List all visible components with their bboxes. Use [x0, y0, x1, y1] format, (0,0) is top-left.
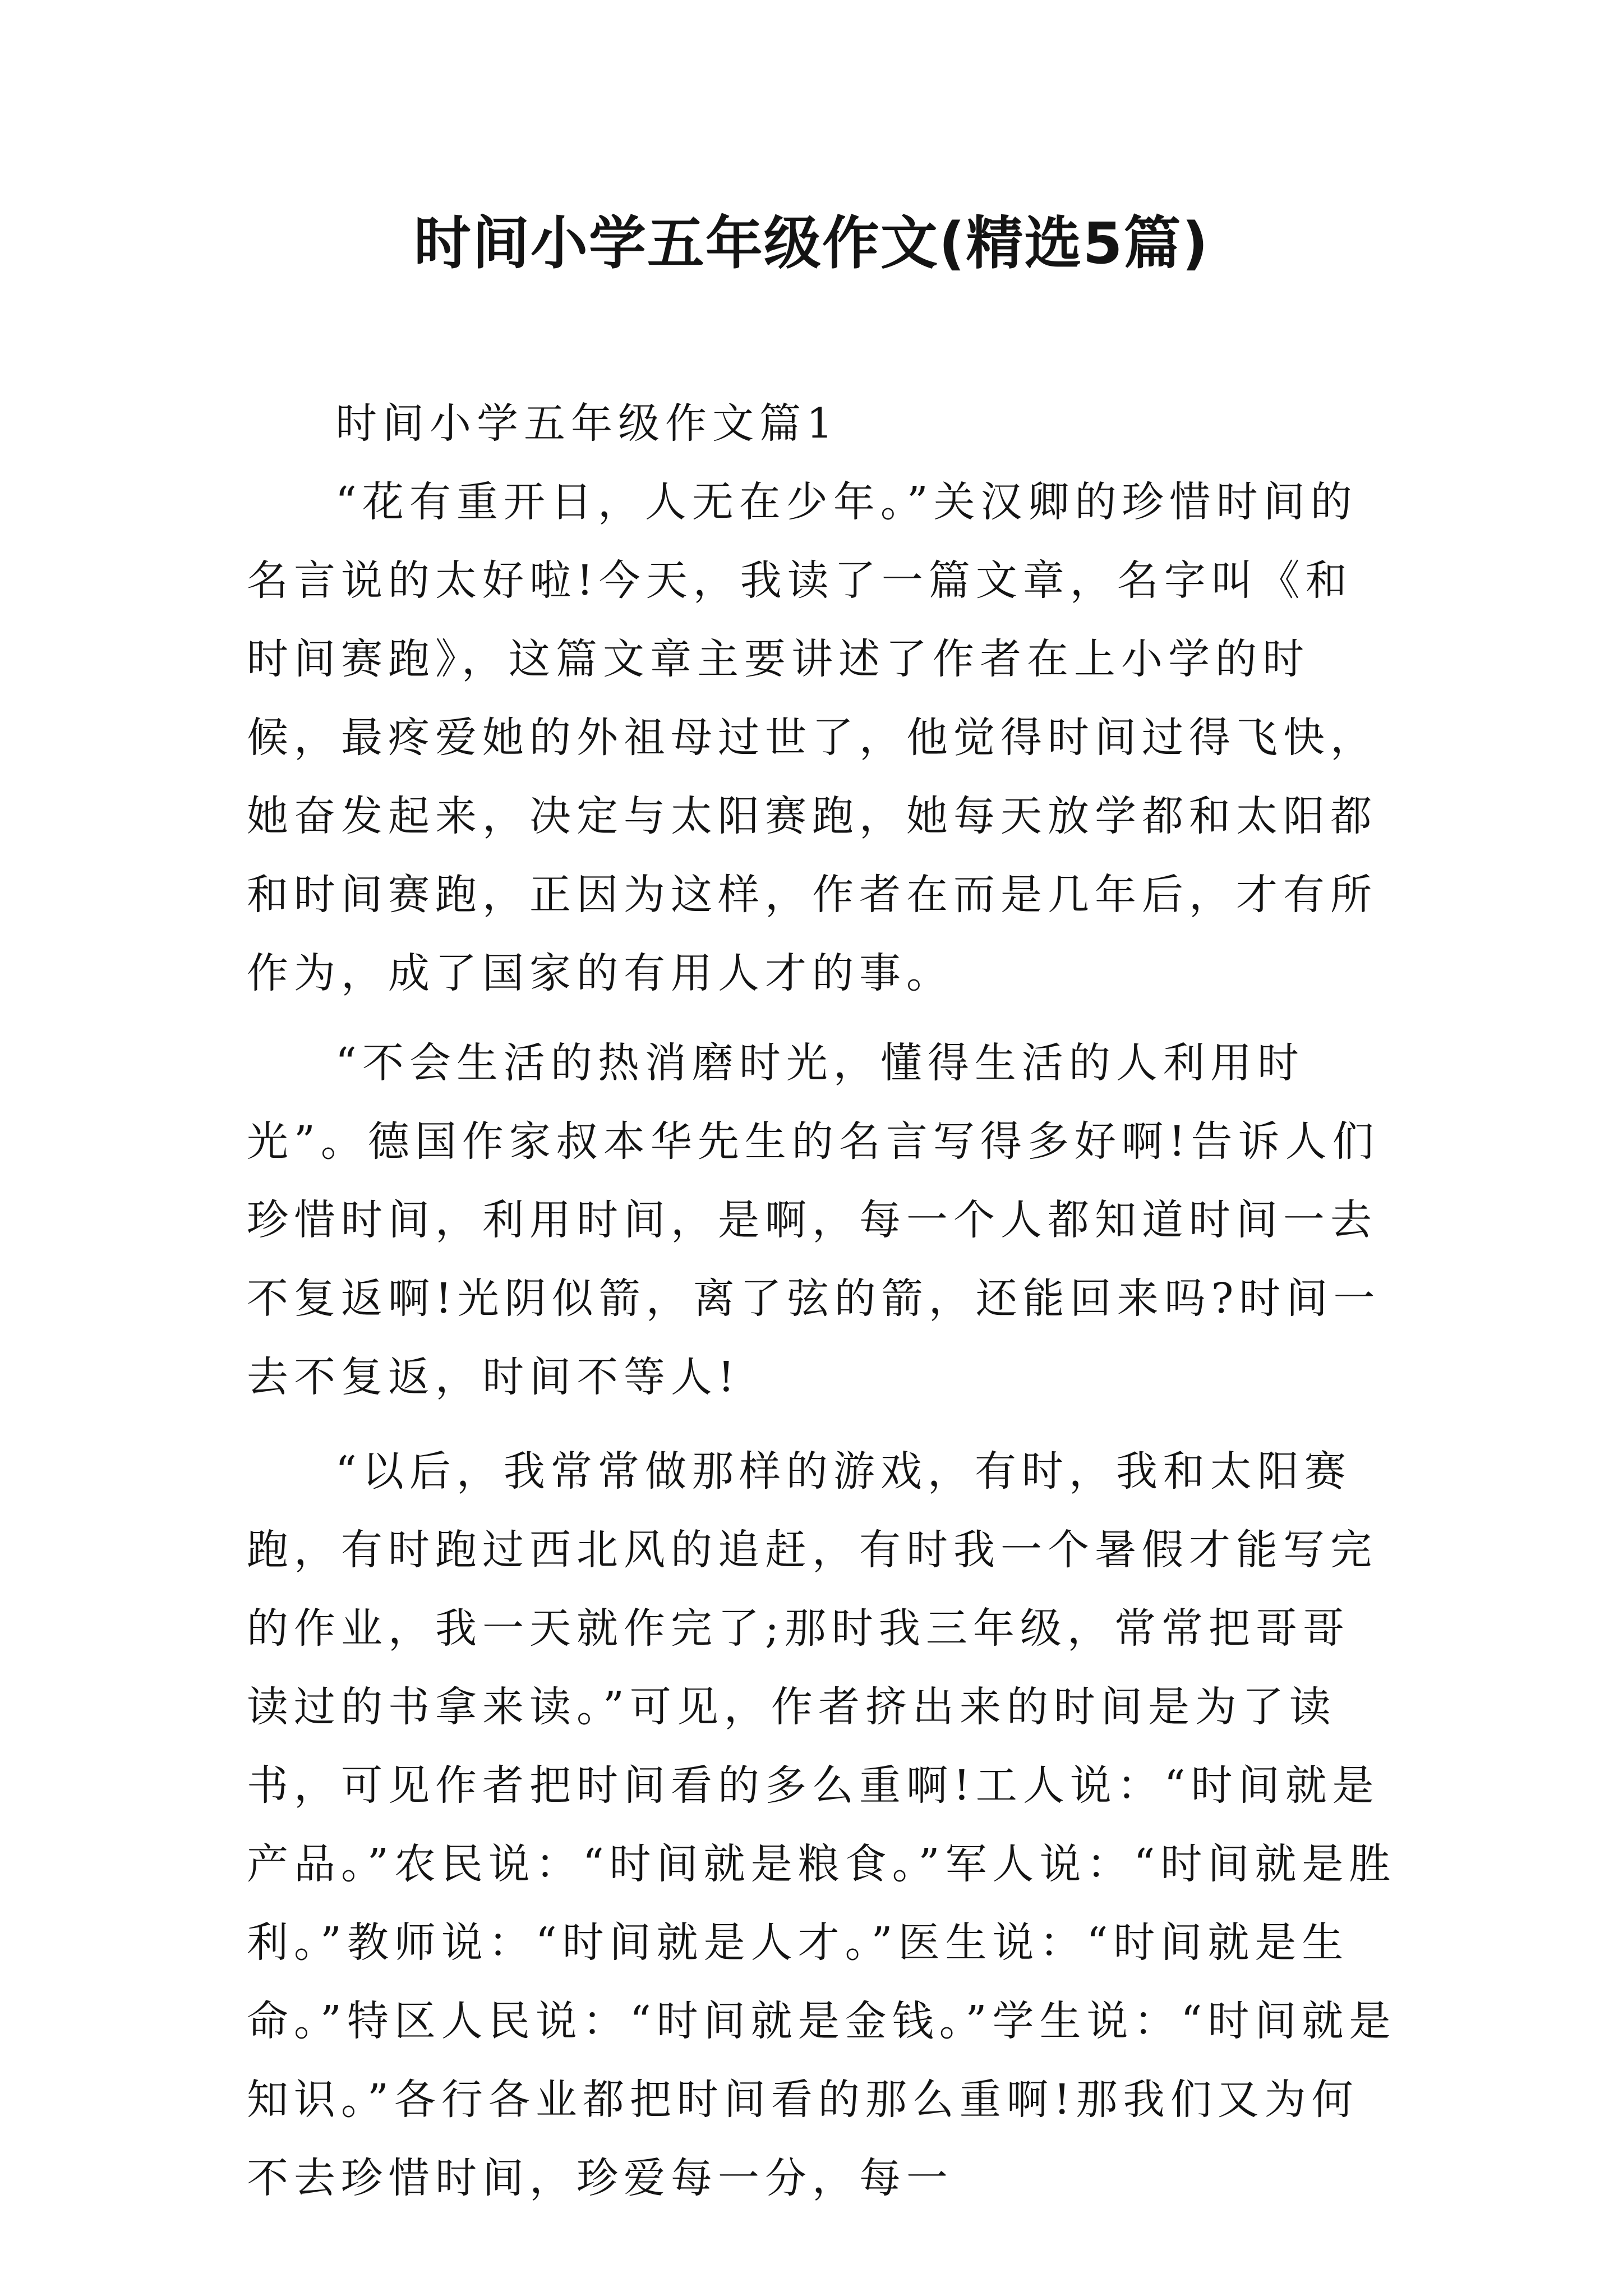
document-body — [247, 384, 1396, 2217]
paragraph-3: “以后，我常常做那样的游戏，有时，我和太阳赛跑，有时跑过西北风的追赶，有时我一个暑假才能写完的作业，我一天就作完了;那时我三年级，常常把哥哥读过的书拿来读。”可见，作者挤出来的时间是为了读书，可见作者把时间看的多么重啊!工人说：“时间就是产品。”农民说：“时间就是粮食。”军人说：“时间就是胜利。”教师说：“时间就是人才。”医生说：“时间就是生命。”特区人民说：“时间就是金钱。”学生说：“时间就是知识。”各行各业都把时间看的那么重啊!那我们又为何不去珍惜时间，珍爱每一分，每一 — [247, 1447, 1396, 2202]
document-title: 时间小学五年级作文(精选5篇) — [413, 210, 1210, 277]
section-heading: 时间小学五年级作文篇1 — [335, 399, 839, 448]
paragraph-1: “花有重开日，人无在少年。”关汉卿的珍惜时间的名言说的太好啦!今天，我读了一篇文章，名字叫《和时间赛跑》，这篇文章主要讲述了作者在上小学的时候，最疼爱她的外祖母过世了，他觉得时间过得飞快，她奋发起来，决定与太阳赛跑，她每天放学都和太阳都和时间赛跑，正因为这样，作者在而是几年后，才有所作为，成了国家的有用人才的事。 — [247, 478, 1377, 997]
paragraph-2: “不会生活的热消磨时光，懂得生活的人利用时光”。德国作家叔本华先生的名言写得多好啊!告诉人们珍惜时间，利用时间，是啊，每一个人都知道时间一去不复返啊!光阴似箭，离了弦的箭，还能回来吗?时间一去不复返，时间不等人! — [247, 1039, 1381, 1401]
